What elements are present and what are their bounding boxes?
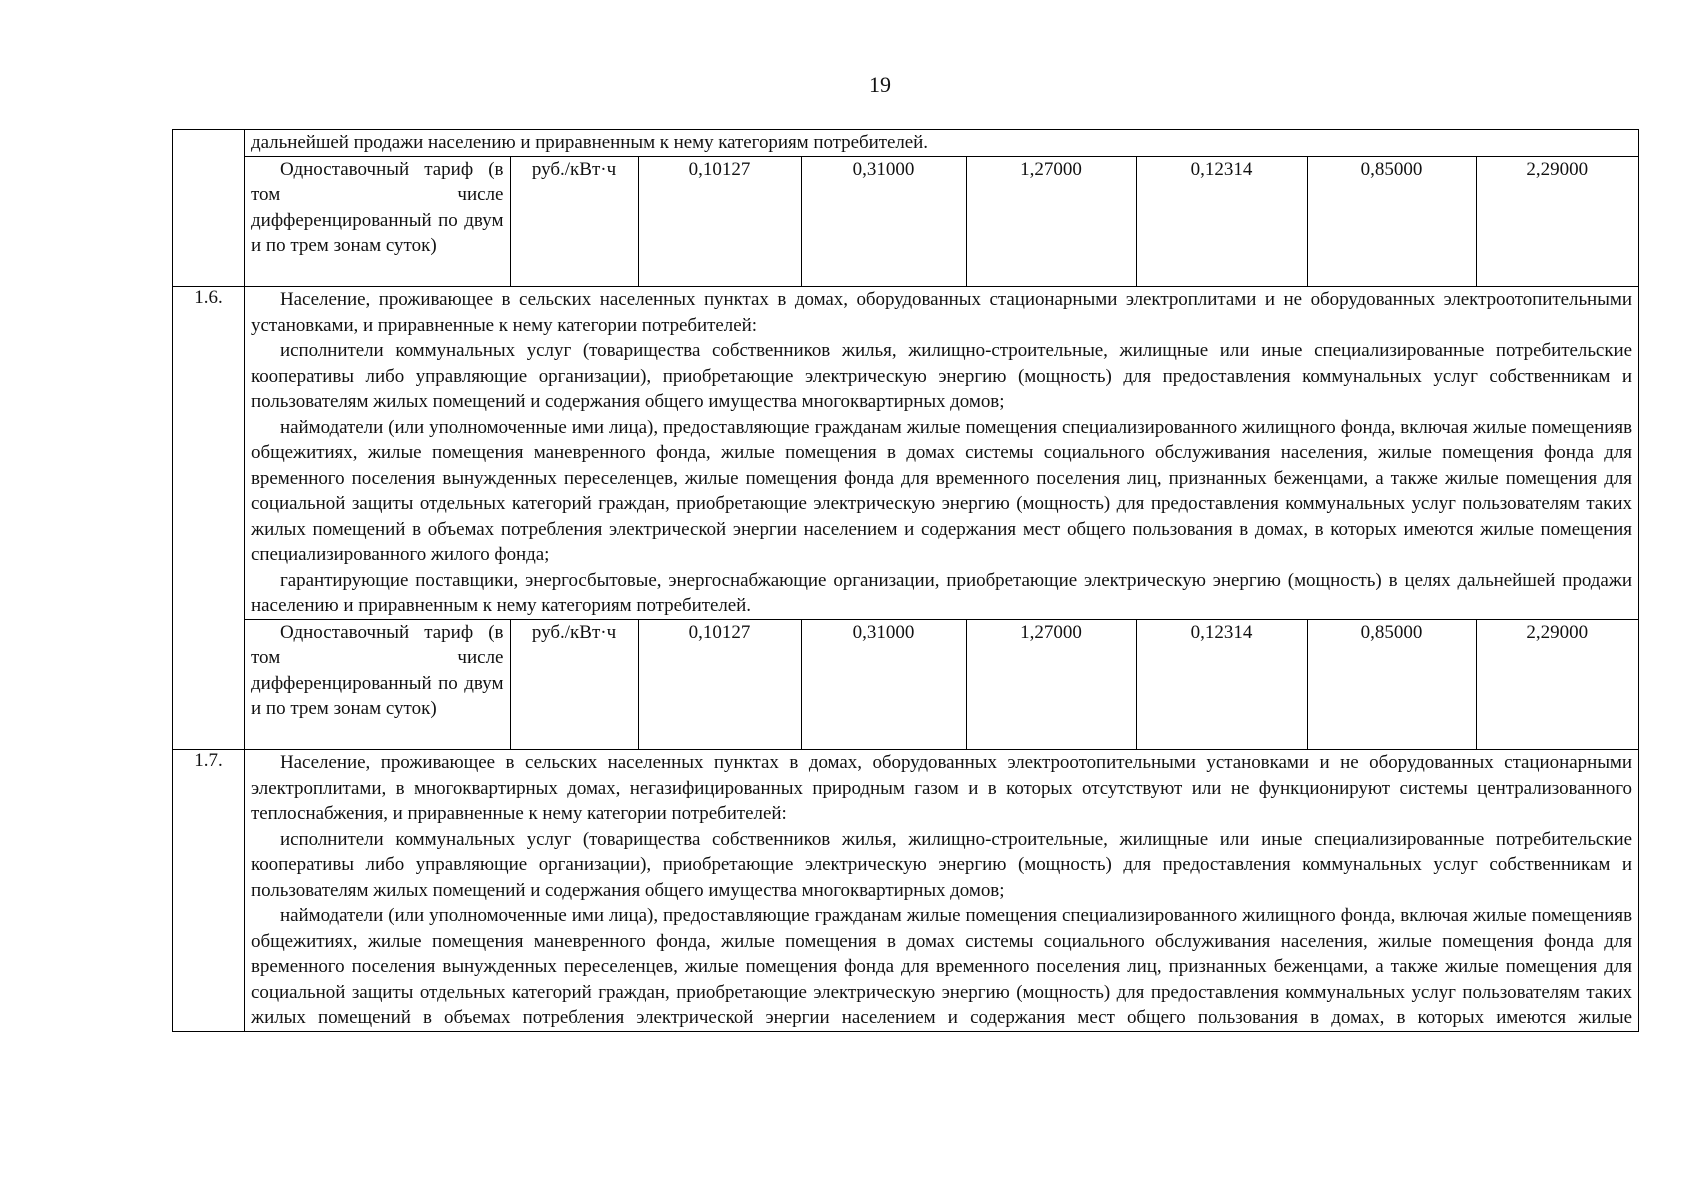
row-number-cell: 1.6. xyxy=(173,287,245,750)
table-row xyxy=(173,130,1639,287)
paragraph: наймодатели (или уполномоченные ими лица), предоставляющие гражданам жилые помещения специализированного жилищного фонда, включая жилые помещенияв общежитиях, жилые помещения маневренного фонда, жилые помещения в домах системы социального обслуживания населения, жилые помещения фонда для временного поселения вынужденных переселенцев, жилые помещения фонда для временного поселения лиц, признанных беженцами, а также жилые помещения для социальной защиты отдельных категорий граждан, приобретающие электрическую энергию (мощность) для предоставления коммунальных услуг пользователям таких жилых помещений в объемах потребления электрической энергии населением и содержания мест общего пользования в домах, в которых имеются жилые xyxy=(251,905,1632,1028)
row-content-cell xyxy=(245,130,1639,287)
value-cell: 0,31000 xyxy=(801,619,966,749)
table-row xyxy=(173,750,1639,1032)
value-cell: 0,10127 xyxy=(638,156,801,286)
paragraph: исполнители коммунальных услуг (товарищества собственников жилья, жилищно-строительные, жилищные или иные специализированные потребительские кооперативы либо управляющие организации), приобретающие электрическую энергию (мощность) для предоставления коммунальных услуг собственникам и пользователям жилых помещений и содержания общего имущества многоквартирных домов; xyxy=(251,340,1632,412)
tariff-label: Одноставочный тариф (в том числе дифференцированный по двум и по трем зонам суток) xyxy=(245,619,510,749)
tariff-values-table xyxy=(245,619,1638,750)
row-content-cell xyxy=(245,287,1639,750)
tariff-values-table xyxy=(245,156,1638,287)
row-number-cell: 1.7. xyxy=(173,750,245,1032)
tariff-table xyxy=(172,129,1639,1032)
tariff-row xyxy=(245,619,1638,749)
paragraph: гарантирующие поставщики, энергосбытовые, энергоснабжающие организации, приобретающие электрическую энергию (мощность) в целях дальнейшей продажи населению и приравненным к нему категориям потребителей. xyxy=(251,569,1632,616)
value-cell: 0,10127 xyxy=(638,619,801,749)
value-cell: 0,12314 xyxy=(1136,619,1307,749)
value-cell: 0,85000 xyxy=(1307,619,1476,749)
table-row xyxy=(173,287,1639,750)
value-cell: 0,85000 xyxy=(1307,156,1476,286)
paragraph: наймодатели (или уполномоченные ими лица), предоставляющие гражданам жилые помещения специализированного жилищного фонда, включая жилые помещенияв общежитиях, жилые помещения маневренного фонда, жилые помещения в домах системы социального обслуживания населения, жилые помещения фонда для временного поселения вынужденных переселенцев, жилые помещения фонда для временного поселения лиц, признанных беженцами, а также жилые помещения для социальной защиты отдельных категорий граждан, приобретающие электрическую энергию (мощность) для предоставления коммунальных услуг пользователям таких жилых помещений в объемах потребления электрической энергии населением и содержания мест общего пользования в домах, в которых имеются жилые помещения специализированного жилого фонда; xyxy=(251,416,1632,565)
tariff-row xyxy=(245,156,1638,286)
unit-cell: руб./кВт·ч xyxy=(510,156,638,286)
value-cell: 1,27000 xyxy=(966,619,1136,749)
paragraph: Население, проживающее в сельских населенных пунктах в домах, оборудованных электроотопительными установками и не оборудованных стационарными электроплитами, в многоквартирных домах, негазифицированных природным газом и в которых отсутствуют или не функционируют системы централизованного теплоснабжения, и приравненные к нему категории потребителей: xyxy=(251,752,1632,824)
tariff-label: Одноставочный тариф (в том числе дифференцированный по двум и по трем зонам суток) xyxy=(245,156,510,286)
row-number-cell xyxy=(173,130,245,287)
value-cell: 0,31000 xyxy=(801,156,966,286)
paragraph: дальнейшей продажи населению и приравненным к нему категориям потребителей. xyxy=(251,132,928,153)
value-cell: 2,29000 xyxy=(1476,619,1638,749)
row-content-cell xyxy=(245,750,1639,1032)
unit-cell: руб./кВт·ч xyxy=(510,619,638,749)
paragraph: Население, проживающее в сельских населенных пунктах в домах, оборудованных стационарными электроплитами и не оборудованных электроотопительными установками, и приравненные к нему категории потребителей: xyxy=(251,289,1632,336)
value-cell: 2,29000 xyxy=(1476,156,1638,286)
page-number: 19 xyxy=(869,72,891,97)
paragraph: исполнители коммунальных услуг (товарищества собственников жилья, жилищно-строительные, жилищные или иные специализированные потребительские кооперативы либо управляющие организации), приобретающие электрическую энергию (мощность) для предоставления коммунальных услуг собственникам и пользователям жилых помещений и содержания общего имущества многоквартирных домов; xyxy=(251,828,1632,901)
value-cell: 0,12314 xyxy=(1136,156,1307,286)
value-cell: 1,27000 xyxy=(966,156,1136,286)
